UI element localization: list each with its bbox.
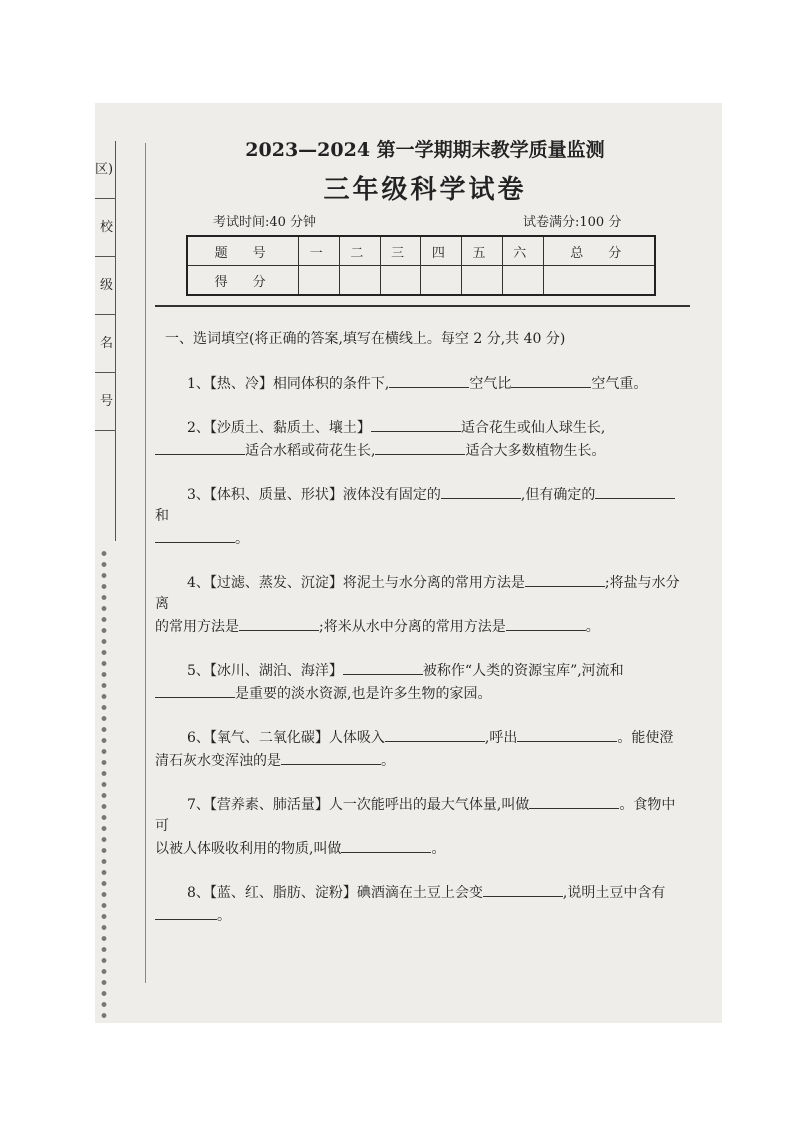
- score-header-cell: 三: [380, 236, 421, 266]
- answer-blank[interactable]: [483, 881, 563, 897]
- answer-blank[interactable]: [525, 571, 605, 587]
- answer-blank[interactable]: [375, 439, 465, 455]
- answer-blank[interactable]: [155, 439, 245, 455]
- score-header-cell: 总 分: [543, 236, 655, 266]
- exam-paper-photo: [95, 103, 722, 1023]
- score-cell[interactable]: [299, 266, 340, 296]
- answer-blank[interactable]: [371, 416, 461, 432]
- score-row-label: 得 分: [187, 266, 299, 296]
- answer-blank[interactable]: [341, 837, 431, 853]
- answer-blank[interactable]: [511, 372, 591, 388]
- answer-blank[interactable]: [155, 904, 217, 920]
- answer-blank[interactable]: [595, 483, 675, 499]
- answer-blank[interactable]: [385, 726, 485, 742]
- question-6: 6、【氧气、二氧化碳】人体吸入 ,呼出 。能使澄 清石灰水变浑浊的是 。: [155, 726, 680, 772]
- exam-time: 考试时间:40 分钟: [213, 215, 317, 230]
- answer-blank[interactable]: [441, 483, 521, 499]
- score-table: [186, 235, 656, 296]
- strip-cell: 校: [95, 199, 115, 257]
- question-5: 5、【冰川、湖泊、海洋】 被称作“人类的资源宝库”,河流和 是重要的淡水资源,也是许多生物的家园。: [155, 659, 680, 705]
- section-heading: 一、选词填空(将正确的答案,填写在横线上。每空 2 分,共 40 分): [165, 331, 566, 347]
- strip-cell: 名: [95, 315, 115, 373]
- score-cell[interactable]: [380, 266, 421, 296]
- question-4: 4、【过滤、蒸发、沉淀】将泥土与水分离的常用方法是 ;将盐与水分离 的常用方法是 ;将米从水中分离的常用方法是 。: [155, 571, 680, 638]
- answer-blank[interactable]: [529, 793, 619, 809]
- seal-line-dots: [97, 548, 111, 1018]
- answer-blank[interactable]: [155, 682, 235, 698]
- answer-blank[interactable]: [239, 615, 319, 631]
- exam-title-line1: 2023—2024 第一学期期末教学质量监测: [245, 139, 605, 161]
- score-header-cell: 六: [502, 236, 543, 266]
- score-table-score-row: [187, 266, 655, 296]
- question-8: 8、【蓝、红、脂肪、淀粉】碘酒滴在土豆上会变 ,说明土豆中含有 。: [155, 881, 680, 927]
- section-1: [155, 329, 680, 948]
- answer-blank[interactable]: [506, 615, 586, 631]
- score-header-cell: 二: [340, 236, 381, 266]
- question-7: 7、【营养素、肺活量】人一次能呼出的最大气体量,叫做 。食物中可 以被人体吸收利用的物质,叫做 。: [155, 793, 680, 860]
- answer-blank[interactable]: [343, 659, 423, 675]
- divider-rule: [155, 305, 690, 307]
- score-cell[interactable]: [502, 266, 543, 296]
- answer-blank[interactable]: [517, 726, 617, 742]
- score-header-cell: 一: [299, 236, 340, 266]
- score-header-cell: 四: [421, 236, 462, 266]
- score-cell[interactable]: [462, 266, 503, 296]
- score-header-cell: 五: [462, 236, 503, 266]
- margin-line: [145, 143, 146, 983]
- exam-title-line2: 三年级科学试卷: [323, 175, 527, 205]
- answer-blank[interactable]: [389, 372, 469, 388]
- question-1: 1、【热、冷】相同体积的条件下, 空气比 空气重。: [155, 372, 680, 395]
- score-header-cell: 题 号: [187, 236, 299, 266]
- question-3: 3、【体积、质量、形状】液体没有固定的 ,但有确定的和 。: [155, 483, 680, 550]
- full-score: 试卷满分:100 分: [523, 215, 622, 230]
- strip-cell: 级: [95, 257, 115, 315]
- score-cell[interactable]: [340, 266, 381, 296]
- strip-cell: 区): [95, 141, 115, 199]
- strip-cell: 号: [95, 373, 115, 431]
- question-2: 2、【沙质土、黏质土、壤土】 适合花生或仙人球生长, 适合水稻或荷花生长, 适合大多数植物生长。: [155, 416, 680, 462]
- binding-strip: [95, 141, 116, 541]
- score-cell[interactable]: [543, 266, 655, 296]
- answer-blank[interactable]: [281, 749, 381, 765]
- score-cell[interactable]: [421, 266, 462, 296]
- answer-blank[interactable]: [155, 527, 235, 543]
- score-table-header-row: [187, 236, 655, 266]
